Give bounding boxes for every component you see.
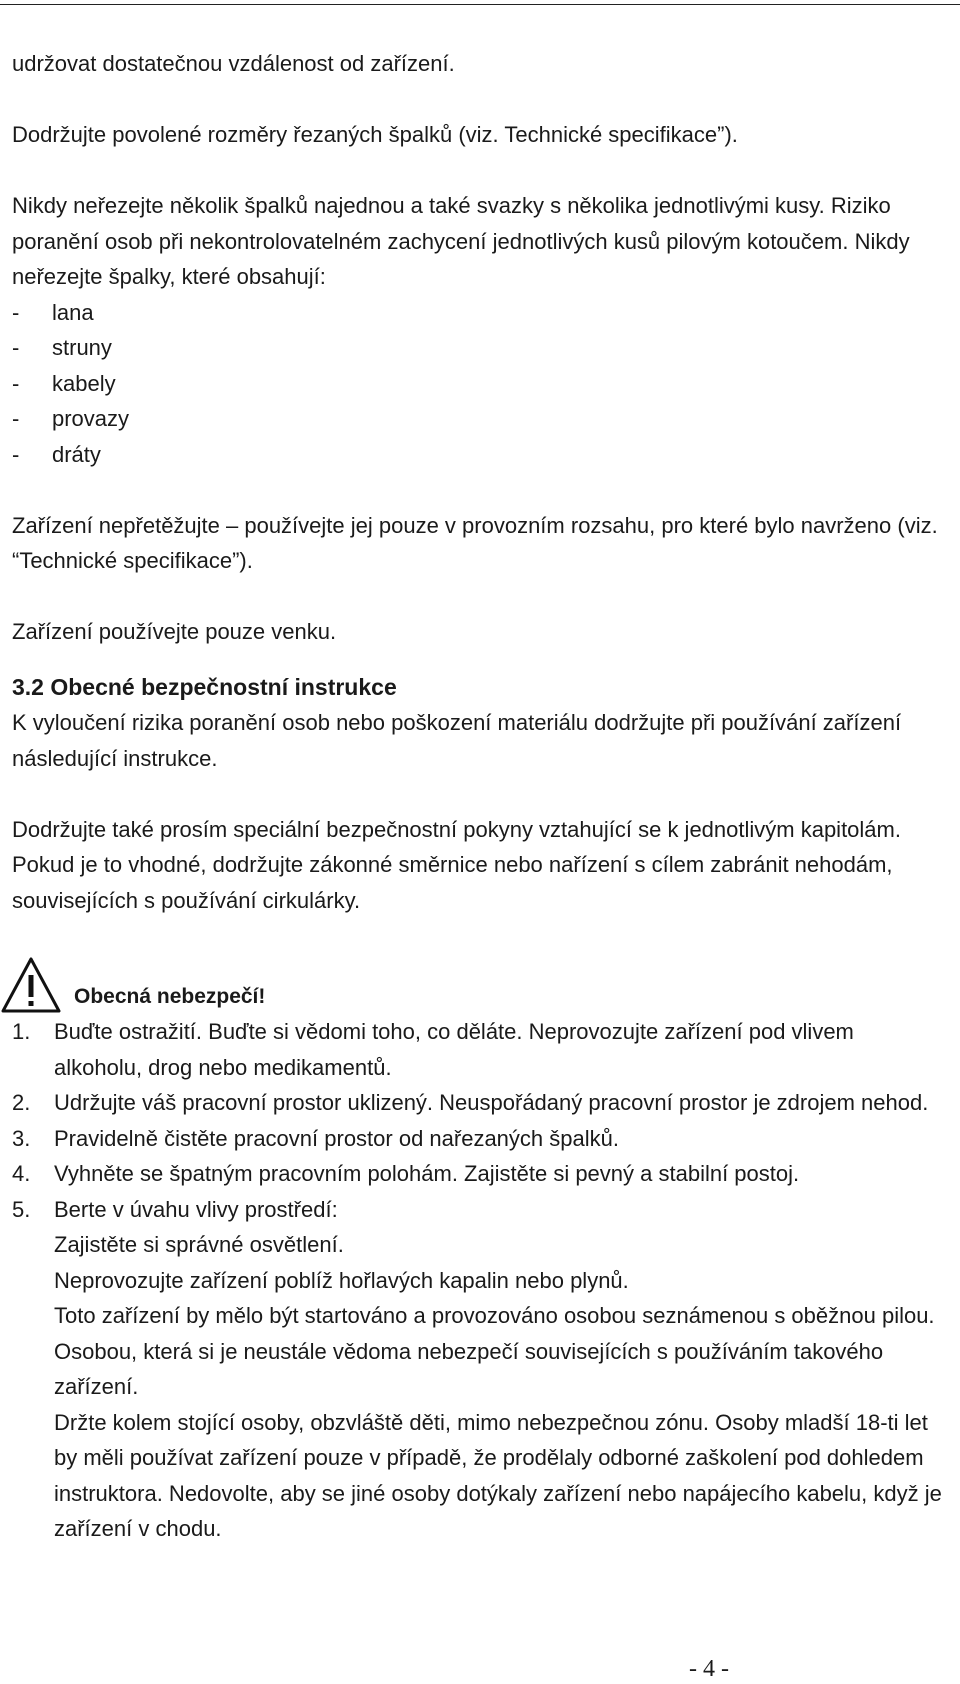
item-number: 2.	[12, 1090, 31, 1115]
list-item	[12, 1121, 942, 1157]
item-number: 3.	[12, 1125, 31, 1151]
section-heading: 3.2 Obecné bezpečnostní instrukce	[12, 673, 397, 700]
item-text: Vyhněte se špatným pracovním polohám. Zajistěte si pevný a stabilní postoj.	[54, 1161, 800, 1186]
item-number: 4.	[12, 1161, 31, 1186]
list-item: - provazy	[12, 401, 942, 437]
list-item: - lana	[12, 295, 942, 331]
sub-item: Držte kolem stojící osoby, obzvláště děti, mimo nebezpečnou zónu. Osoby mladší 18-ti let by měli používat zařízení pouze v případě, že prodělaly odborné zaškolení pod dohledem instruktora. Nedovolte, aby se jiné osoby dotýkaly zařízení nebo napájecího kabelu, když je zařízení v chodu.	[54, 1409, 942, 1541]
warning-header	[12, 952, 942, 1014]
item-text: Berte v úvahu vlivy prostředí:	[54, 1196, 338, 1222]
item-text: Udržujte váš pracovní prostor uklizený. Neuspořádaný pracovní prostor je zdrojem nehod.	[54, 1090, 929, 1115]
paragraph-special-rules: Dodržujte také prosím speciální bezpečnostní pokyny vztahující se k jednotlivým kapitolám. Pokud je to vhodné, dodržujte zákonné směrnice nebo nařízení s cílem zabránit nehodám, souvisejících s používání cirkulárky.	[12, 816, 901, 913]
hazard-list	[12, 1014, 942, 1547]
paragraph-distance: udržovat dostatečnou vzdálenost od zařízení.	[12, 51, 455, 76]
list-item: - struny	[12, 330, 942, 366]
warning-title: Obecná nebezpečí!	[74, 985, 266, 1008]
page-footer	[0, 1656, 960, 1683]
sub-item: Zajistěte si správné osvětlení.	[54, 1232, 344, 1257]
item-text: Pravidelně čistěte pracovní prostor od nařezaných špalků.	[54, 1125, 619, 1151]
item-number: 1.	[12, 1019, 31, 1044]
list-item: - kabely	[12, 366, 942, 402]
document-page	[12, 46, 942, 1547]
paragraph-overload: Zařízení nepřetěžujte – používejte jej pouze v provozním rozsahu, pro které bylo navrženo (viz. “Technické specifikace”).	[12, 512, 938, 573]
list-item	[12, 1014, 942, 1085]
top-rule	[0, 4, 960, 5]
paragraph-dimensions: Dodržujte povolené rozměry řezaných špalků (viz. Technické specifikace”).	[12, 122, 738, 147]
sub-item: Neprovozujte zařízení poblíž hořlavých kapalin nebo plynů.	[54, 1267, 629, 1293]
list-item	[12, 1156, 942, 1192]
page-number: - 4 -	[689, 1656, 729, 1682]
paragraph-outdoor: Zařízení používejte pouze venku.	[12, 619, 337, 644]
sub-item: Toto zařízení by mělo být startováno a provozováno osobou seznámenou s oběžnou pilou. Osobou, která si je neustále vědoma nebezpečí souvisejících s používáním takového zařízení.	[54, 1303, 935, 1399]
list-item: - dráty	[12, 437, 942, 473]
list-item	[12, 1192, 942, 1547]
item-number: 5.	[12, 1196, 31, 1222]
paragraph-instructions: K vyloučení rizika poranění osob nebo poškození materiálu dodržujte při používání zařízení následující instrukce.	[12, 710, 902, 771]
warning-triangle-icon	[0, 956, 62, 1014]
item-text: Buďte ostražití. Buďte si vědomi toho, co děláte. Neprovozujte zařízení pod vlivem alkoholu, drog nebo medikamentů.	[54, 1019, 854, 1080]
paragraph-multiple-logs: Nikdy neřezejte několik špalků najednou a také svazky s několika jednotlivými kusy. Riziko poranění osob při nekontrolovatelném zachycení jednotlivých kusů pilovým kotoučem. Nikdy neřezejte špalky, které obsahují:	[12, 193, 910, 289]
forbidden-materials-list	[12, 295, 942, 473]
list-item	[12, 1085, 942, 1121]
